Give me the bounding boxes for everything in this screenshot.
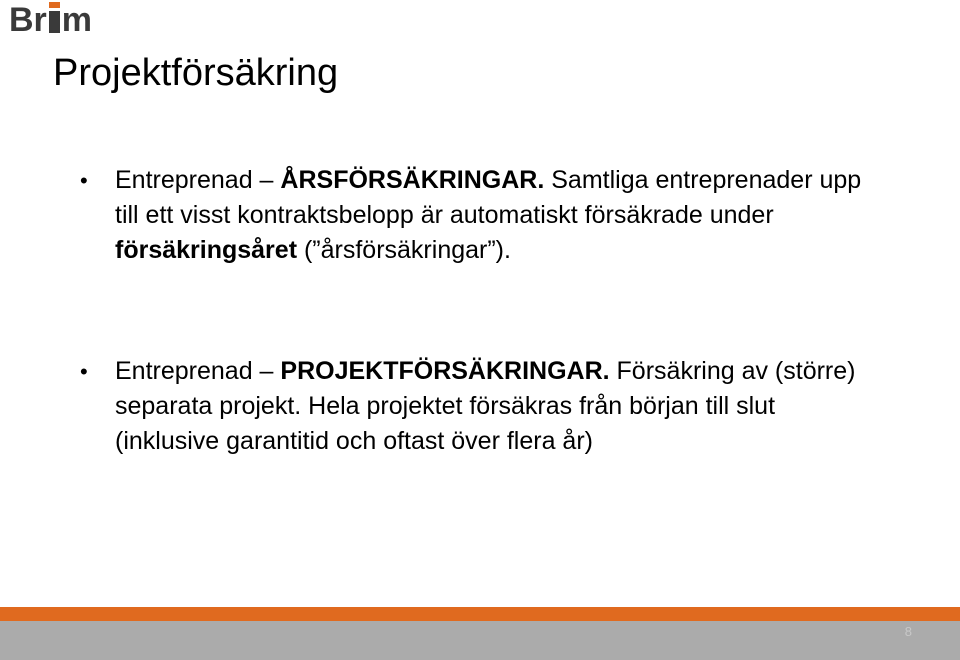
bullet-lead: Entreprenad – <box>115 166 281 194</box>
bullet-dot-icon: • <box>80 359 88 384</box>
bullet-dot-icon: • <box>80 168 88 193</box>
bullet-text: Samtliga entreprenader upp till ett visst kontraktsbelopp är automatiskt försäkrade under <box>115 166 862 229</box>
logo-text-end: m <box>61 1 93 39</box>
page-number: 8 <box>904 624 912 639</box>
bullet-emphasis-secondary: försäkringsåret <box>115 236 298 264</box>
bullet-lead: Entreprenad – <box>115 357 281 385</box>
bullet-item-arsforsakringar <box>80 163 880 268</box>
slide-title: Projektförsäkring <box>53 52 339 94</box>
brim-logo <box>9 1 93 39</box>
logo-i-icon <box>49 11 60 33</box>
bullet-text: Försäkring av (större) separata projekt. Hela projektet försäkras från början till slut (inklusive garantitid och oftast över flera år) <box>115 357 856 455</box>
bullet-emphasis: ÅRSFÖRSÄKRINGAR. <box>280 166 545 194</box>
bullet-emphasis: PROJEKTFÖRSÄKRINGAR. <box>280 357 610 385</box>
bullet-item-projektforsakringar <box>80 354 880 459</box>
bullet-text-end: (”årsförsäkringar”). <box>297 236 511 264</box>
logo-text-start: Br <box>9 1 47 39</box>
footer-accent-stripe <box>0 607 960 621</box>
